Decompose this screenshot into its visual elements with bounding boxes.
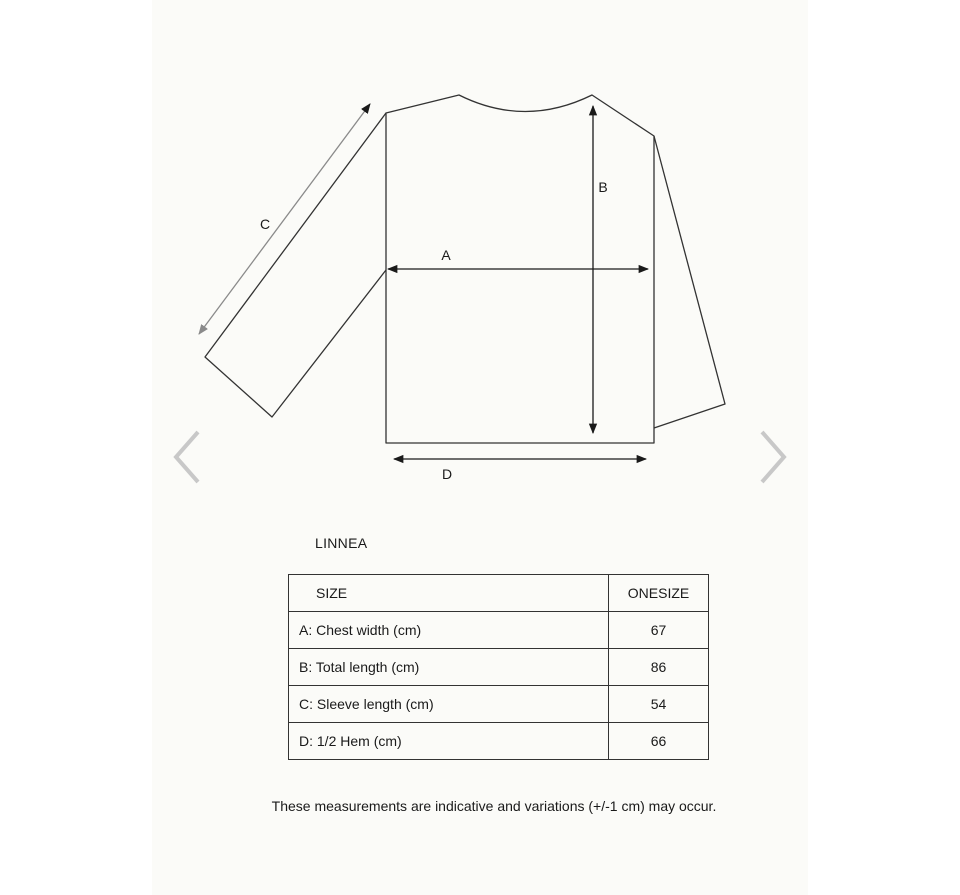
row-value: 54	[609, 686, 709, 723]
measurement-c-arrow	[199, 104, 370, 334]
header-onesize-cell: ONESIZE	[609, 575, 709, 612]
left-sleeve	[205, 113, 386, 417]
previous-image-button[interactable]	[168, 428, 208, 486]
next-image-button[interactable]	[752, 428, 792, 486]
measurement-disclaimer: These measurements are indicative and variations (+/-1 cm) may occur.	[271, 798, 717, 814]
table-header-row	[289, 575, 709, 612]
measurement-c-label: C	[259, 216, 271, 232]
right-sleeve	[654, 136, 725, 428]
row-label: C: Sleeve length (cm)	[289, 686, 609, 723]
product-name: LINNEA	[315, 535, 368, 551]
measurement-b-label: B	[598, 179, 608, 195]
measurement-a-label: A	[441, 247, 451, 263]
chevron-right-icon	[752, 428, 792, 486]
chevron-left-icon	[168, 428, 208, 486]
row-value: 86	[609, 649, 709, 686]
table-row	[289, 723, 709, 760]
measurement-d-label: D	[441, 466, 453, 482]
table-row	[289, 686, 709, 723]
size-table	[288, 574, 709, 760]
table-row	[289, 612, 709, 649]
row-value: 67	[609, 612, 709, 649]
row-label: B: Total length (cm)	[289, 649, 609, 686]
row-label: A: Chest width (cm)	[289, 612, 609, 649]
table-row	[289, 649, 709, 686]
row-label: D: 1/2 Hem (cm)	[289, 723, 609, 760]
header-size-cell: SIZE	[289, 575, 609, 612]
row-value: 66	[609, 723, 709, 760]
